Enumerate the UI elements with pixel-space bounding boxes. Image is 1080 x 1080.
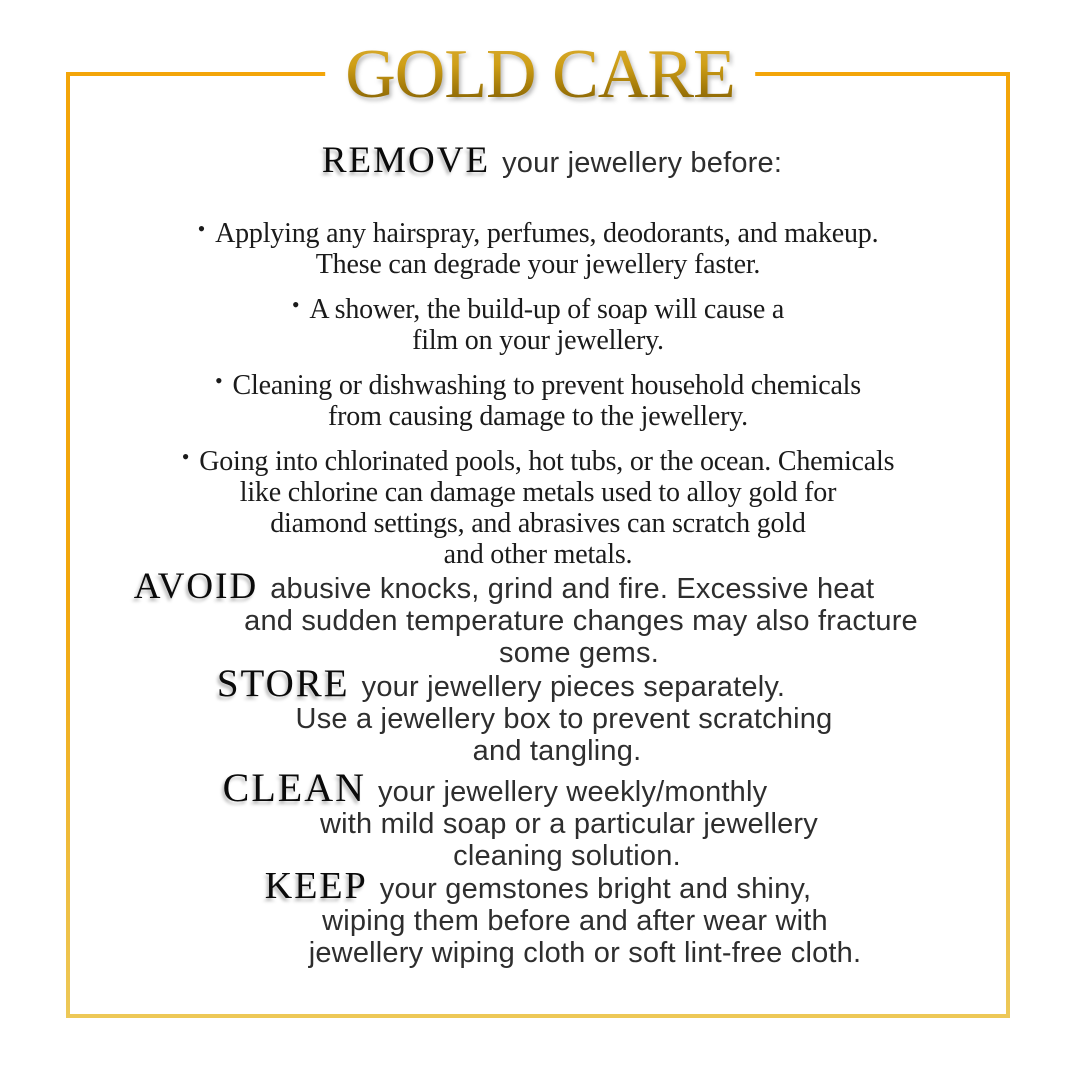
clean-text: your jewellery weekly/monthly xyxy=(377,776,768,808)
bullet-text: from causing damage to the jewellery. xyxy=(328,401,748,432)
bullet-text: diamond settings, and abrasives can scratch gold xyxy=(270,508,806,539)
remove-heading-line xyxy=(82,142,1022,179)
section-store xyxy=(70,664,1010,767)
avoid-heading: AVOID xyxy=(133,566,259,607)
keep-text: your gemstones bright and shiny, xyxy=(379,873,812,905)
bullet-dot-icon: • xyxy=(197,216,206,241)
store-heading: STORE xyxy=(216,662,350,705)
remove-heading: REMOVE xyxy=(321,140,491,181)
bullet-text: A shower, the build-up of soap will cause a xyxy=(309,294,785,325)
avoid-text: abusive knocks, grind and fire. Excessive heat xyxy=(270,573,875,605)
list-item xyxy=(70,289,1006,356)
keep-text: wiping them before and after wear with xyxy=(322,905,828,937)
clean-heading: CLEAN xyxy=(222,765,366,810)
section-remove xyxy=(70,142,1010,179)
store-text: and tangling. xyxy=(472,735,642,767)
bullet-line xyxy=(70,213,1006,249)
keep-text: jewellery wiping cloth or soft lint-free cloth. xyxy=(308,937,862,969)
section-clean xyxy=(70,765,1010,872)
store-text: Use a jewellery box to prevent scratching xyxy=(295,703,833,735)
bullet-line xyxy=(70,441,1006,477)
avoid-text: some gems. xyxy=(499,637,659,669)
clean-text: with mild soap or a particular jewellery xyxy=(320,808,818,840)
bullet-dot-icon: • xyxy=(181,444,190,469)
clean-text: cleaning solution. xyxy=(453,840,681,872)
avoid-heading-line xyxy=(34,568,974,605)
remove-tail: your jewellery before: xyxy=(502,147,783,179)
section-keep xyxy=(70,867,1010,969)
bullet-text: like chlorine can damage metals used to alloy gold for xyxy=(239,477,837,508)
keep-heading: KEEP xyxy=(264,865,368,907)
list-item xyxy=(70,365,1006,432)
bullet-dot-icon: • xyxy=(291,292,300,317)
bullet-text: These can degrade your jewellery faster. xyxy=(315,249,761,280)
bullet-text: Applying any hairspray, perfumes, deodorants, and makeup. xyxy=(215,218,879,249)
bullet-text: Going into chlorinated pools, hot tubs, or the ocean. Chemicals xyxy=(199,446,895,477)
bullet-line xyxy=(70,365,1006,401)
remove-bullet-list xyxy=(70,213,1006,579)
card-title xyxy=(325,36,755,113)
bullet-dot-icon: • xyxy=(215,368,223,393)
card-title-text: GOLD CARE xyxy=(345,36,735,113)
store-text: your jewellery pieces separately. xyxy=(361,671,786,703)
list-item xyxy=(70,441,1006,570)
bullet-text: and other metals. xyxy=(443,539,633,570)
clean-heading-line xyxy=(25,765,965,810)
section-avoid xyxy=(70,568,1010,669)
avoid-text: and sudden temperature changes may also fracture xyxy=(244,605,918,637)
bullet-text: Cleaning or dishwashing to prevent household chemicals xyxy=(232,370,861,401)
store-heading-line xyxy=(31,664,971,703)
bullet-line xyxy=(70,289,1006,325)
list-item xyxy=(70,213,1006,280)
bullet-text: film on your jewellery. xyxy=(412,325,664,356)
keep-heading-line xyxy=(68,867,1008,905)
